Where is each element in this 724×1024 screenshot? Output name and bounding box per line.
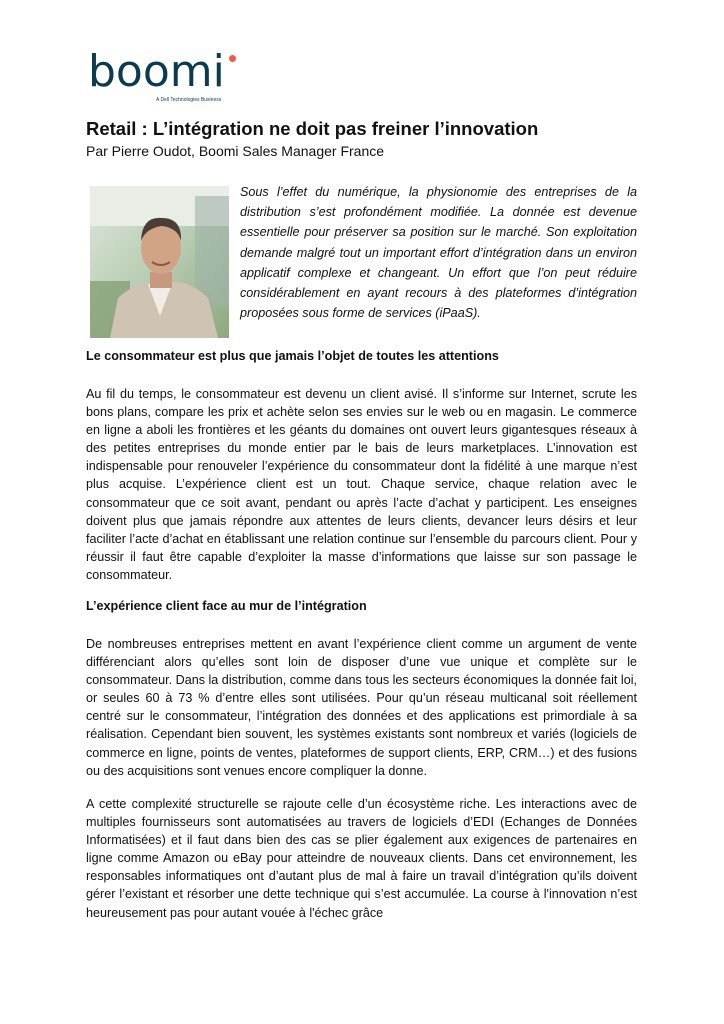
author-photo: [90, 186, 229, 338]
article-byline: Par Pierre Oudot, Boomi Sales Manager France: [86, 143, 385, 159]
logo-wordmark: boomi: [88, 46, 225, 97]
boomi-logo: [88, 46, 248, 108]
section-heading-consommateur: Le consommateur est plus que jamais l’objet de toutes les attentions: [86, 349, 499, 363]
author-portrait-image: [90, 186, 229, 338]
section-paragraph-consommateur: Au fil du temps, le consommateur est devenu un client avisé. Il s’informe sur Internet, scrute les bons plans, compare les prix et achète selon ses envies sur le web ou en magasin. Le commerce en ligne a aboli les frontières et les géants du domaines ont ouvert leurs gigantesques réseaux à des petites entreprises du monde entier par le bais de leurs marketplaces. L’innovation est indispensable pour renouveler l’expérience du consommateur dont la fidélité à une marque n’est plus acquise. L’expérience client est un tout. Chaque service, chaque relation avec le consommateur que ce soit avant, pendant ou après l’acte d’achat y participent. Les enseignes doivent plus que jamais répondre aux attentes de leurs clients, devancer leurs désirs et leur faciliter l’acte d’achat en établissant une relation continue sur l’ensemble du parcours client. Pour y réussir il faut être capable d’exploiter la masse d’informations que laisse sur son passage le consommateur.: [86, 387, 637, 582]
section-heading-integration: L’expérience client face au mur de l’intégration: [86, 599, 367, 613]
logo-tagline: A Dell Technologies Business: [156, 97, 222, 103]
article-intro: Sous l’effet du numérique, la physionomie des entreprises de la distribution s’est profondément modifiée. La donnée est devenue essentielle pour préserver sa position sur le marché. Son exploitation demande malgré tout un important effort d’intégration dans un environ applicatif complexe et changeant. Un effort que l’on peut réduire considérablement en ayant recours à des plateformes d’intégration proposées sous forme de services (iPaaS).: [240, 185, 637, 321]
logo-dot-icon: [229, 55, 236, 62]
section-paragraph-integration-1: De nombreuses entreprises mettent en avant l’expérience client comme un argument de vente différenciant alors qu’elles sont loin de disposer d’une vue unique et complète sur le consommateur. Dans la distribution, comme dans tous les secteurs économiques la donnée fait loi, or seules 60 à 73 % d’entre elles sont utilisées. Pour qu’un réseau multicanal soit réellement centré sur le consommateur, l’intégration des données et des applications est primordiale à sa réalisation. Cependant bien souvent, les systèmes existants sont nombreux et variés (logiciels de commerce en ligne, points de ventes, plateformes de support clients, ERP, CRM…) et des fusions ou des acquisitions sont venues encore compliquer la donne.: [86, 637, 637, 778]
article-title: Retail : L’intégration ne doit pas freiner l’innovation: [86, 118, 539, 139]
section-paragraph-integration-2: A cette complexité structurelle se rajoute celle d’un écosystème riche. Les interactions avec de multiples fournisseurs sont automatisées au travers de logiciels d’EDI (Echanges de Données Informatisées) et il faut dans bien des cas se plier également aux exigences de partenaires en ligne comme Amazon ou eBay pour atteindre de nouveaux clients. Dans cet environnement, les responsables informatiques ont d’autant plus de mal à faire un travail d’intégration qu’ils doivent gérer l’existant et résorber une dette technique qui s’est accumulée. La course à l'innovation n’est heureusement pas pour autant vouée à l'échec grâce: [86, 797, 637, 920]
